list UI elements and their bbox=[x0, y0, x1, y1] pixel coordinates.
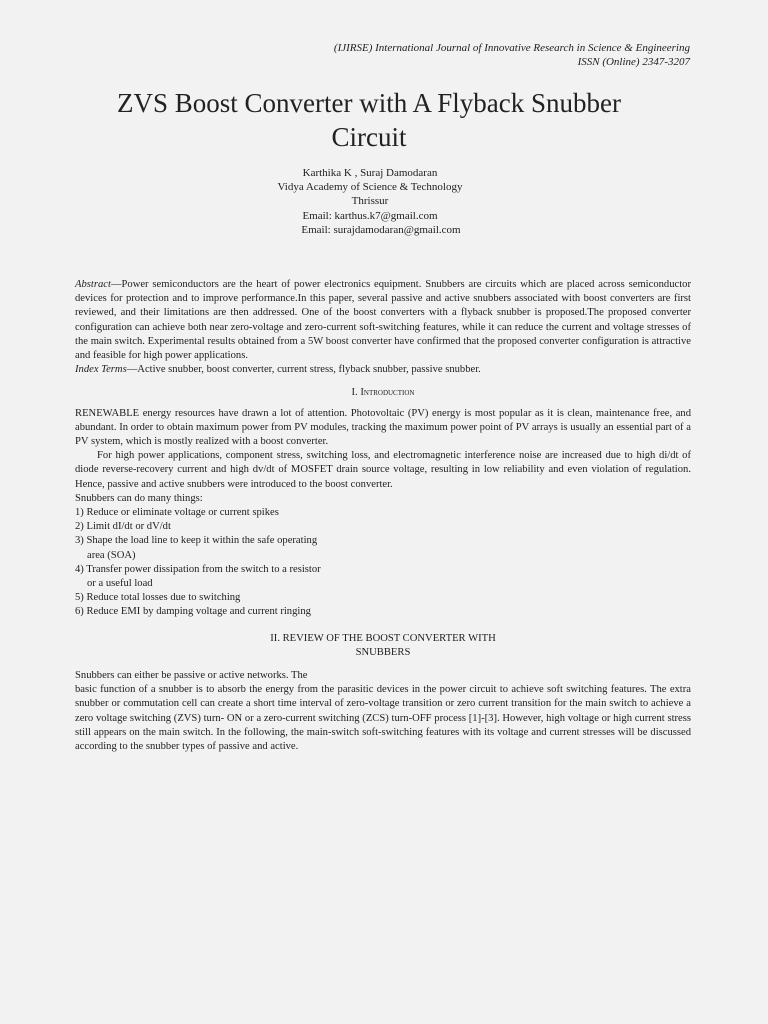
list-item: 5) Reduce total losses due to switching bbox=[75, 592, 241, 604]
journal-header bbox=[334, 41, 690, 69]
author-names: Karthika K , Suraj Damodaran bbox=[302, 167, 438, 179]
review-paragraph-1: Snubbers can either be passive or active networks. The bbox=[75, 670, 308, 682]
section-1-heading bbox=[75, 386, 691, 400]
index-terms bbox=[75, 363, 691, 377]
intro-paragraph-2: For high power applications, component stress, switching loss, and electromagnetic interference noise are increased due to high di/dt of diode reverse-recovery current and high dv/dt of MOSFET drain source voltage, resulting in low reliability and even violation of regulation. Hence, passive and active snubbers were introduced to the boost converter. bbox=[75, 450, 691, 490]
section-2-title-line-1: II. REVIEW OF THE BOOST CONVERTER WITH bbox=[270, 632, 496, 644]
list-item-continuation: area (SOA) bbox=[87, 549, 136, 561]
journal-issn: ISSN (Online) 2347-3207 bbox=[577, 56, 690, 68]
list-item-line: 4) Transfer power dissipation from the switch to a resistor bbox=[75, 563, 321, 575]
list-item: 1) Reduce or eliminate voltage or current spikes bbox=[75, 507, 279, 519]
list-item: 2) Limit dI/dt or dV/dt bbox=[75, 521, 171, 533]
section-1-title: Introduction bbox=[360, 387, 415, 399]
list-item-line: 3) Shape the load line to keep it within the safe operating bbox=[75, 535, 318, 547]
paper-body bbox=[75, 278, 691, 754]
snubber-list-intro: Snubbers can do many things: bbox=[75, 492, 203, 504]
list-item bbox=[75, 563, 691, 591]
snubber-functions-list bbox=[75, 506, 691, 620]
index-terms-text: —Active snubber, boost converter, current stress, flyback snubber, passive snubber. bbox=[126, 364, 481, 376]
journal-name: (IJIRSE) International Journal of Innovative Research in Science & Engineering bbox=[333, 42, 690, 54]
abstract bbox=[75, 278, 691, 363]
list-item bbox=[75, 534, 691, 562]
author-affiliation: Vidya Academy of Science & Technology bbox=[277, 181, 463, 194]
list-item: 6) Reduce EMI by damping voltage and current ringing bbox=[75, 606, 311, 618]
author-block bbox=[140, 166, 600, 237]
index-terms-label: Index Terms bbox=[75, 364, 127, 376]
intro-paragraph-1: RENEWABLE energy resources have drawn a lot of attention. Photovoltaic (PV) energy is most popular as it is clean, maintenance free, and abundant. In order to obtain maximum power from PV modules, tracking the maximum power point of PV arrays is usually an essential part of a PV system, which is mostly realized with a boost converter. bbox=[75, 407, 691, 448]
section-2-title-line-2: SNUBBERS bbox=[355, 646, 411, 658]
list-item-continuation: or a useful load bbox=[87, 578, 153, 590]
section-2-heading bbox=[75, 632, 691, 660]
author-city: Thrissur bbox=[351, 195, 389, 208]
author-email-1: Email: karthus.k7@gmail.com bbox=[302, 209, 438, 222]
section-1-number: I. bbox=[351, 387, 361, 399]
author-email-2: Email: surajdamodaran@gmail.com bbox=[301, 223, 461, 236]
abstract-text: —Power semiconductors are the heart of power electronics equipment. Snubbers are circuits which are placed across semiconductor devices for protection and to improve performance.In this paper, several passive and active snubbers associated with boost converters are first reviewed, and their limitations are then addressed. One of the boost converters with a flyback snubber is proposed.The proposed converter configuration can achieve both near zero-voltage and zero-current soft-switching features, while it can reduce the current and voltage stresses of the main switch. Experimental results obtained from a 5W boost converter have confirmed that the proposed converter configuration is attractive and feasible for high power applications. bbox=[75, 279, 691, 362]
review-paragraph-2: basic function of a snubber is to absorb the energy from the parasitic devices in the power circuit to achieve soft switching features. The extra snubber or commutation cell can create a short time interval of zero-voltage transition or zero current transition for the main switch to achieve a zero voltage switching (ZVS) turn- ON or a zero-current switching (ZCS) turn-OFF process [1]-[3]. However, high voltage or high current stress still appears on the main switch. In the following, the main-switch soft-switching features with its voltage and current stresses will be discussed according to the snubber types of passive and active. bbox=[75, 684, 691, 753]
paper-title: ZVS Boost Converter with A Flyback Snubber Circuit bbox=[117, 88, 621, 152]
abstract-label: Abstract bbox=[75, 279, 111, 290]
